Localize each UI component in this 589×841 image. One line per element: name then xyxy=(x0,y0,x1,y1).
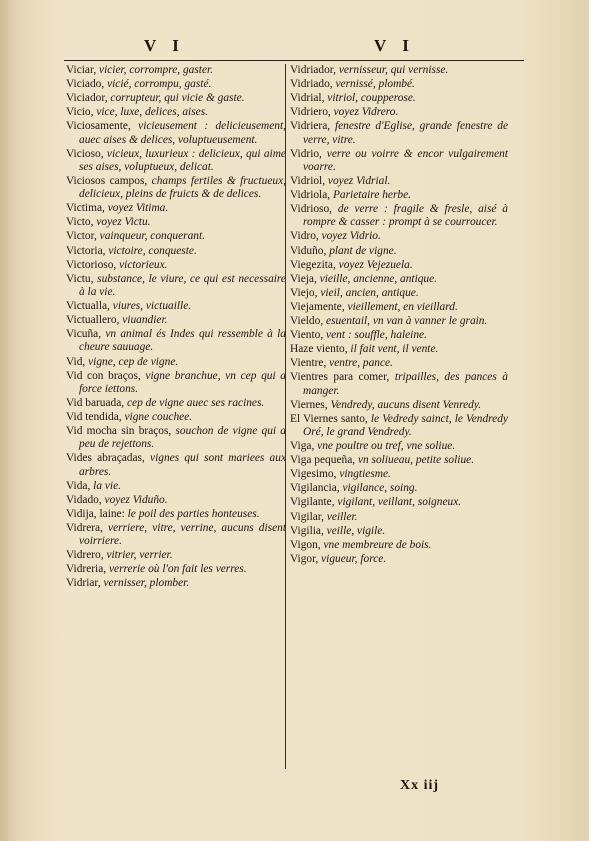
entry-headword: Viduño, xyxy=(290,244,327,257)
entry-definition: le poil des parties honteuses. xyxy=(124,507,260,520)
entry-headword: Viciado, xyxy=(66,78,105,91)
signature-mark: Xx iij xyxy=(400,778,440,793)
entry-definition: vitriol, coupperose. xyxy=(324,92,416,105)
dictionary-entry xyxy=(290,64,508,77)
dictionary-entry xyxy=(66,494,286,507)
dictionary-entry xyxy=(66,259,286,272)
entry-headword: Vigesimo, xyxy=(290,468,337,481)
entry-headword: Vicuña, xyxy=(66,328,102,341)
entry-definition: victoire, conqueste. xyxy=(105,244,197,257)
entry-headword: Vigilia, xyxy=(290,524,324,537)
dictionary-entry xyxy=(290,78,508,91)
dictionary-entry xyxy=(290,315,508,328)
dictionary-entry xyxy=(290,357,508,370)
dictionary-entry xyxy=(66,216,286,229)
entry-headword: Vidrio, xyxy=(290,147,322,160)
entry-definition: vne poultre ou tref, vne soliue. xyxy=(314,440,456,453)
entry-headword: Victuallero, xyxy=(66,314,120,327)
dictionary-entry xyxy=(290,496,508,509)
dictionary-entry xyxy=(66,300,286,313)
header-rule xyxy=(64,60,524,61)
dictionary-entry xyxy=(290,399,508,412)
dictionary-entry xyxy=(290,539,508,552)
entry-definition: ventre, pance. xyxy=(326,357,393,370)
entry-definition: voyez Viduño. xyxy=(101,493,168,506)
entry-headword: Vigilar, xyxy=(290,510,324,523)
entry-definition: vigilance, soing. xyxy=(339,482,418,495)
dictionary-entry xyxy=(66,78,286,91)
entry-headword: Haze viento, xyxy=(290,343,348,356)
dictionary-entry xyxy=(290,371,508,397)
left-column xyxy=(66,64,286,592)
dictionary-entry xyxy=(66,328,286,354)
entry-headword: Vidriera, xyxy=(290,120,331,133)
entry-headword: Vidriador, xyxy=(290,64,336,76)
entry-headword: Victorioso, xyxy=(66,258,117,271)
dictionary-entry xyxy=(290,468,508,481)
entry-headword: Vigilancia, xyxy=(290,482,340,495)
entry-headword: Vidija, laine: xyxy=(66,507,125,520)
entry-headword: Vieldo, xyxy=(290,315,324,328)
dictionary-entry xyxy=(66,411,286,424)
column-divider xyxy=(285,64,286,769)
entry-headword: Vidrial, xyxy=(290,92,325,105)
entry-headword: Viernes, xyxy=(290,398,328,411)
dictionary-entry xyxy=(66,92,286,105)
entry-headword: Vigon, xyxy=(290,538,321,551)
entry-headword: Vid con braços, xyxy=(66,369,141,382)
entry-headword: Vidriola, xyxy=(290,189,331,202)
dictionary-entry xyxy=(290,329,508,342)
entry-definition: viuandier. xyxy=(119,314,168,327)
dictionary-entry xyxy=(66,397,286,410)
entry-definition: esuentail, vn van à vanner le grain. xyxy=(323,315,488,328)
entry-headword: Vid mocha sin braços, xyxy=(66,425,172,438)
entry-definition: vieillement, en vieillard. xyxy=(344,300,458,313)
entry-definition: vigne, cep de vigne. xyxy=(85,355,179,368)
entry-headword: Vigor, xyxy=(290,552,319,565)
dictionary-entry xyxy=(290,203,508,229)
entry-headword: Vientre, xyxy=(290,357,327,370)
entry-definition: verrerie où l'on fait les verres. xyxy=(106,563,247,576)
entry-definition: voyez Victu. xyxy=(93,216,151,229)
entry-definition: vernissé, plombé. xyxy=(332,78,415,91)
dictionary-entry xyxy=(290,454,508,467)
entry-definition: vernisseur, qui vernisse. xyxy=(336,64,449,76)
entry-headword: Vicioso, xyxy=(66,147,104,160)
entry-headword: Viejo, xyxy=(290,286,318,299)
dictionary-entry xyxy=(290,525,508,538)
dictionary-entry xyxy=(66,175,286,201)
dictionary-entry xyxy=(290,148,508,174)
dictionary-entry xyxy=(66,202,286,215)
entry-definition: vigilant, veillant, soigneux. xyxy=(334,496,462,509)
entry-headword: Victu, xyxy=(66,272,94,285)
entry-definition: vicieux, luxurieux : delicieux, qui aime ses aises, voluptueux, delicat. xyxy=(79,147,286,173)
entry-definition: vingtiesme. xyxy=(336,468,391,481)
entry-headword: Viciosamente, xyxy=(66,120,131,133)
dictionary-entry xyxy=(66,356,286,369)
dictionary-entry xyxy=(66,370,286,396)
entry-definition: vigne branchue, vn cep qui a force iettons. xyxy=(79,369,286,395)
entry-definition: le Vedredy sainct, le Vendredy Oré, le grand Vendredy. xyxy=(303,412,508,438)
entry-headword: Vidriar, xyxy=(66,577,101,590)
dictionary-entry xyxy=(290,189,508,202)
entry-definition: Vendredy, aucuns disent Venredy. xyxy=(327,398,482,411)
entry-definition: voyez Vidrio. xyxy=(318,230,381,243)
entry-headword: Vidriado, xyxy=(290,78,333,91)
entry-headword: Victualla, xyxy=(66,300,110,313)
dictionary-entry xyxy=(290,440,508,453)
entry-definition: cep de vigne auec ses racines. xyxy=(124,396,265,409)
entry-headword: Victor, xyxy=(66,230,97,243)
entry-definition: corrupteur, qui vicie & gaste. xyxy=(107,92,245,105)
dictionary-entry xyxy=(290,259,508,272)
entry-headword: Viegezita, xyxy=(290,258,336,271)
entry-definition: voyez Vidrial. xyxy=(325,174,391,187)
entry-definition: verriere, vitre, verrine, aucuns disent voirriere. xyxy=(79,521,286,548)
entry-definition: fenestre d'Eglise, grande fenestre de verre, vitre. xyxy=(303,120,508,146)
dictionary-entry xyxy=(290,413,508,439)
dictionary-entry xyxy=(290,553,508,566)
entry-definition: vainqueur, conquerant. xyxy=(96,230,206,243)
dictionary-entry xyxy=(290,92,508,105)
entry-headword: Viga, xyxy=(290,440,315,453)
entry-definition: tripailles, des pances à manger. xyxy=(303,371,508,397)
entry-definition: veille, vigile. xyxy=(323,524,386,537)
entry-definition: vernisser, plomber. xyxy=(100,577,190,590)
running-header xyxy=(64,36,524,60)
dictionary-entry xyxy=(66,230,286,243)
entry-headword: Vigilante, xyxy=(290,496,335,509)
dictionary-entry xyxy=(66,148,286,174)
entry-headword: Vidreria, xyxy=(66,563,107,576)
entry-definition: vieille, ancienne, antique. xyxy=(316,272,438,285)
entry-headword: Victima, xyxy=(66,202,105,215)
entry-definition: veiller. xyxy=(323,510,358,523)
dictionary-entry xyxy=(66,273,286,299)
entry-definition: de verre : fragile & fresle, aisé à rompre & casser : prompt à se courroucer. xyxy=(303,203,508,229)
entry-headword: Vidrioso, xyxy=(290,203,333,216)
dictionary-entry xyxy=(66,480,286,493)
dictionary-entry xyxy=(290,245,508,258)
dictionary-entry xyxy=(66,508,286,521)
entry-definition: champs fertiles & fructueux, delicieux, pleins de fruicts & de delices. xyxy=(79,174,286,201)
entry-definition: vieil, ancien, antique. xyxy=(317,286,419,299)
entry-definition: vigne couchee. xyxy=(121,411,193,423)
entry-headword: Viciador, xyxy=(66,92,108,105)
entry-headword: El Viernes santo, xyxy=(290,412,368,425)
entry-definition: substance, le viure, ce qui est necessaire à la vie. xyxy=(79,272,286,298)
entry-headword: Viejamente, xyxy=(290,300,345,313)
entry-headword: Vidrero, xyxy=(66,549,104,562)
entry-headword: Victoria, xyxy=(66,244,106,257)
entry-definition: vicié, corrompu, gasté. xyxy=(104,78,212,91)
entry-definition: vice, luxe, delices, aises. xyxy=(93,106,208,119)
entry-headword: Vicio, xyxy=(66,106,94,119)
entry-headword: Viciosos campos, xyxy=(66,174,148,187)
entry-definition: voyez Vejezuela. xyxy=(335,258,413,271)
entry-headword: Victo, xyxy=(66,216,94,229)
entry-definition: verre ou voirre & encor vulgairement voarre. xyxy=(303,147,508,173)
dictionary-entry xyxy=(290,301,508,314)
entry-definition: voyez Vidrero. xyxy=(330,106,399,119)
entry-definition: souchon de vigne qui a peu de rejettons. xyxy=(79,425,286,451)
entry-definition: la vie. xyxy=(90,479,121,492)
dictionary-entry xyxy=(66,425,286,451)
entry-headword: Vidriol, xyxy=(290,174,326,187)
dictionary-entry xyxy=(290,175,508,188)
entry-definition: voyez Vitima. xyxy=(104,202,169,215)
entry-headword: Viento, xyxy=(290,329,324,342)
entry-definition: vitrier, verrier. xyxy=(103,549,173,562)
entry-headword: Vides abraçadas, xyxy=(66,452,145,465)
running-head-right: V I xyxy=(374,36,415,55)
dictionary-entry xyxy=(290,120,508,146)
entry-definition: il fait vent, il vente. xyxy=(347,343,439,356)
entry-headword: Vidrera, xyxy=(66,521,103,534)
dictionary-entry xyxy=(290,343,508,356)
dictionary-entry xyxy=(290,287,508,300)
dictionary-entry xyxy=(290,273,508,286)
entry-headword: Vidro, xyxy=(290,230,319,243)
entry-definition: plant de vigne. xyxy=(326,244,397,257)
entry-definition: victorieux. xyxy=(116,258,168,271)
entry-definition: Parietaire herbe. xyxy=(330,189,411,202)
entry-definition: vicier, corrompre, gaster. xyxy=(96,64,214,76)
dictionary-entry xyxy=(66,563,286,576)
entry-headword: Vid baruada, xyxy=(66,396,125,409)
dictionary-entry xyxy=(66,577,286,590)
dictionary-entry xyxy=(66,245,286,258)
entry-definition: vn animal és Indes qui ressemble à la cheure sauuage. xyxy=(79,328,286,354)
dictionary-entry xyxy=(66,549,286,562)
entry-headword: Viciar, xyxy=(66,64,97,76)
dictionary-entry xyxy=(290,482,508,495)
entry-headword: Vid tendida, xyxy=(66,411,122,423)
dictionary-entry xyxy=(290,230,508,243)
dictionary-entry xyxy=(66,120,286,146)
entry-headword: Viga pequeña, xyxy=(290,454,356,467)
running-head-left: V I xyxy=(144,36,185,55)
entry-definition: vigueur, force. xyxy=(318,552,387,565)
entry-headword: Vidado, xyxy=(66,493,102,506)
entry-definition: vne membreure de bois. xyxy=(320,538,432,551)
dictionary-entry xyxy=(66,106,286,119)
dictionary-entry xyxy=(66,452,286,478)
entry-definition: vignes qui sont mariees aux arbres. xyxy=(79,452,287,478)
entry-definition: vn soliueau, petite soliue. xyxy=(355,454,475,467)
right-column xyxy=(290,64,508,567)
entry-headword: Vid, xyxy=(66,355,86,368)
entry-definition: vicieusement : delicieusement, auec aises & delices, voluptueusement. xyxy=(79,120,286,146)
dictionary-entry xyxy=(66,64,286,77)
dictionary-entry xyxy=(66,522,286,548)
dictionary-entry xyxy=(290,106,508,119)
entry-headword: Vida, xyxy=(66,479,91,492)
entry-definition: viures, victuaille. xyxy=(109,300,192,313)
entry-headword: Vieja, xyxy=(290,272,317,285)
dictionary-entry xyxy=(290,511,508,524)
entry-definition: vent : souffle, haleine. xyxy=(323,329,427,342)
entry-headword: Vidriero, xyxy=(290,106,331,119)
dictionary-entry xyxy=(66,314,286,327)
entry-headword: Vientres para comer, xyxy=(290,371,390,384)
